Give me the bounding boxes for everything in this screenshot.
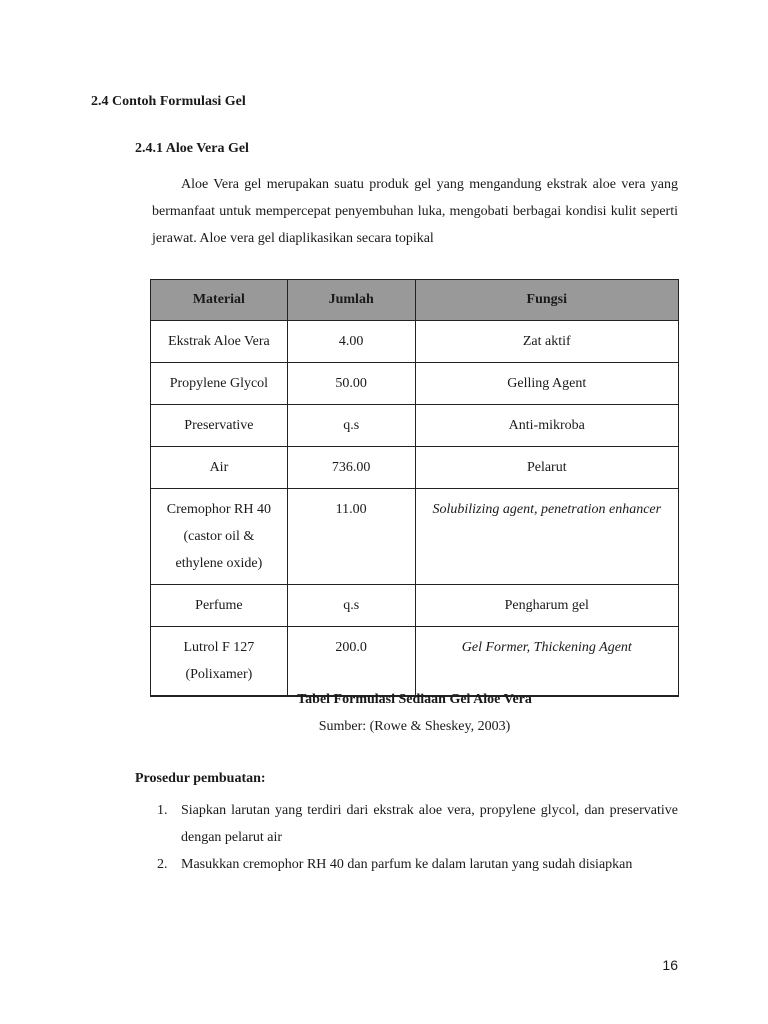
intro-paragraph-text: Aloe Vera gel merupakan suatu produk gel yang mengandung ekstrak aloe vera yang bermanfaat untuk mempercepat penyembuhan luka, mengobati berbagai kondisi kulit seperti jerawat. Aloe vera gel diaplikasikan secara topikal bbox=[152, 177, 678, 246]
cell-fungsi: Pelarut bbox=[415, 447, 678, 489]
cell-material-line: Lutrol F 127 bbox=[183, 640, 255, 655]
cell-jumlah: 200.0 bbox=[287, 627, 415, 697]
cell-jumlah: 4.00 bbox=[287, 321, 415, 363]
procedure-title: Prosedur pembuatan: bbox=[135, 771, 266, 786]
header-material: Material bbox=[151, 280, 288, 321]
cell-fungsi: Solubilizing agent, penetration enhancer bbox=[415, 489, 678, 585]
table-row bbox=[151, 321, 679, 363]
cell-fungsi: Gel Former, Thickening Agent bbox=[415, 627, 678, 697]
cell-jumlah: q.s bbox=[287, 585, 415, 627]
table-header-row bbox=[151, 280, 679, 321]
intro-paragraph bbox=[152, 171, 678, 252]
section-heading: 2.4 Contoh Formulasi Gel bbox=[91, 94, 246, 109]
formulation-table bbox=[150, 279, 679, 697]
cell-material bbox=[151, 627, 288, 697]
list-item bbox=[152, 851, 678, 878]
subsection-heading: 2.4.1 Aloe Vera Gel bbox=[135, 141, 249, 156]
list-item bbox=[152, 797, 678, 851]
cell-material-line: ethylene oxide) bbox=[175, 556, 263, 571]
cell-jumlah: 736.00 bbox=[287, 447, 415, 489]
cell-material: Propylene Glycol bbox=[151, 363, 288, 405]
cell-fungsi: Anti-mikroba bbox=[415, 405, 678, 447]
table-row bbox=[151, 489, 679, 585]
step-number: 2. bbox=[157, 857, 168, 872]
step-text: Siapkan larutan yang terdiri dari ekstrak aloe vera, propylene glycol, dan preservative dengan pelarut air bbox=[181, 803, 678, 845]
cell-jumlah: q.s bbox=[287, 405, 415, 447]
table-row bbox=[151, 363, 679, 405]
cell-material: Preservative bbox=[151, 405, 288, 447]
header-fungsi: Fungsi bbox=[415, 280, 678, 321]
procedure-steps bbox=[152, 797, 678, 878]
table-caption: Tabel Formulasi Sediaan Gel Aloe Vera bbox=[297, 692, 532, 707]
cell-material: Air bbox=[151, 447, 288, 489]
table-source: Sumber: (Rowe & Sheskey, 2003) bbox=[318, 719, 511, 734]
cell-material bbox=[151, 489, 288, 585]
cell-fungsi: Zat aktif bbox=[415, 321, 678, 363]
step-text: Masukkan cremophor RH 40 dan parfum ke dalam larutan yang sudah disiapkan bbox=[181, 857, 633, 872]
cell-fungsi: Pengharum gel bbox=[415, 585, 678, 627]
cell-material-line: (Polixamer) bbox=[185, 667, 253, 682]
cell-material-line: Cremophor RH 40 bbox=[166, 502, 271, 517]
table-row bbox=[151, 447, 679, 489]
cell-jumlah: 11.00 bbox=[287, 489, 415, 585]
cell-fungsi: Gelling Agent bbox=[415, 363, 678, 405]
table-row bbox=[151, 585, 679, 627]
cell-jumlah: 50.00 bbox=[287, 363, 415, 405]
page-number: 16 bbox=[662, 957, 678, 973]
table-row bbox=[151, 405, 679, 447]
step-number: 1. bbox=[157, 803, 168, 818]
cell-material: Ekstrak Aloe Vera bbox=[151, 321, 288, 363]
cell-material: Perfume bbox=[151, 585, 288, 627]
table-row bbox=[151, 627, 679, 697]
header-jumlah: Jumlah bbox=[287, 280, 415, 321]
cell-material-line: (castor oil & bbox=[183, 529, 255, 544]
